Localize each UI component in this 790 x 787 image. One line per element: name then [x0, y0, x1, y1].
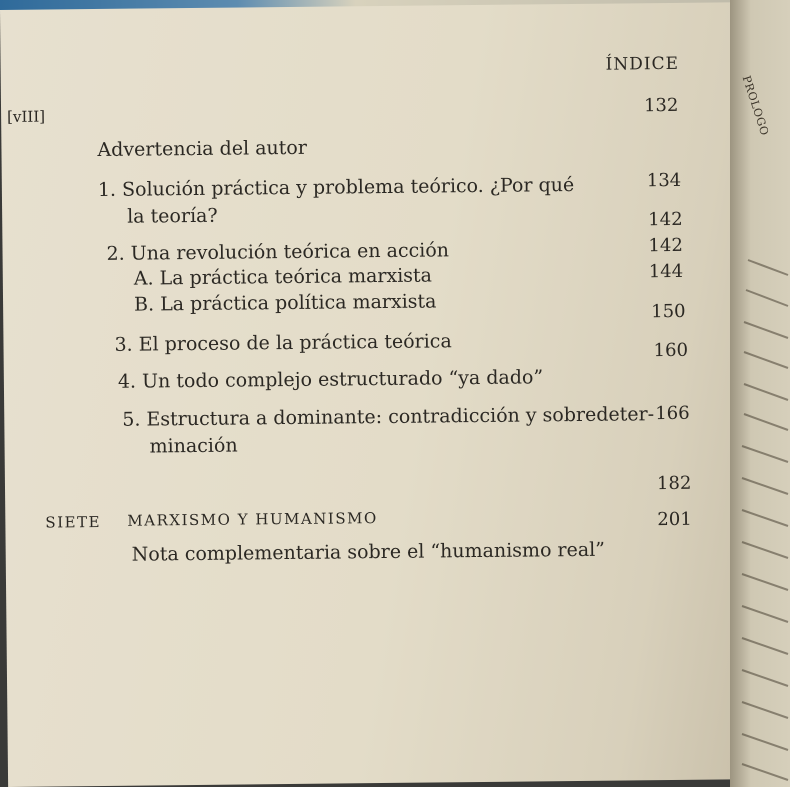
toc-page-number: 182: [656, 472, 692, 495]
toc-entry: 1. Solución práctica y problema teórico. ¿Por qué: [97, 173, 575, 201]
facing-page: [730, 0, 790, 787]
toc-subentry: B. La práctica política marxista: [133, 290, 437, 316]
toc-entry-continuation: minación: [149, 434, 238, 458]
toc-entry: 5. Estructura a dominante: contradicción y sobredeter-: [122, 403, 655, 431]
chapter-title: MARXISMO Y HUMANISMO: [127, 509, 378, 530]
toc-subentry: A. La práctica teórica marxista: [133, 264, 433, 290]
toc-entry-continuation: la teoría?: [127, 204, 218, 228]
toc-page-number: 150: [651, 300, 686, 323]
facing-page-header: PROLOGO: [739, 74, 772, 138]
facing-page-text-lines: [730, 0, 790, 787]
folio: [vIII]: [7, 107, 46, 126]
toc-page-number: 201: [657, 508, 692, 531]
toc-page-number: 142: [648, 208, 683, 231]
toc-entry: Advertencia del autor: [97, 136, 307, 161]
toc-entry: 2. Una revolución teórica en acción: [106, 239, 450, 265]
toc-page-number: 132: [643, 94, 679, 117]
toc-entry: 4. Un todo complejo estructurado “ya dado”: [117, 366, 544, 393]
toc-page-number: 160: [653, 339, 689, 362]
book-page: [0, 2, 746, 787]
toc-page-number: 134: [646, 169, 682, 192]
toc-page-number: 144: [648, 260, 684, 283]
chapter-number: SIETE: [45, 512, 102, 532]
page-title: ÍNDICE: [605, 53, 680, 75]
toc-entry: 3. El proceso de la práctica teórica: [114, 330, 452, 356]
toc-entry: Nota complementaria sobre el “humanismo real”: [131, 538, 606, 566]
toc-page-number: 166: [655, 402, 690, 425]
toc-page-number: 142: [648, 234, 683, 257]
